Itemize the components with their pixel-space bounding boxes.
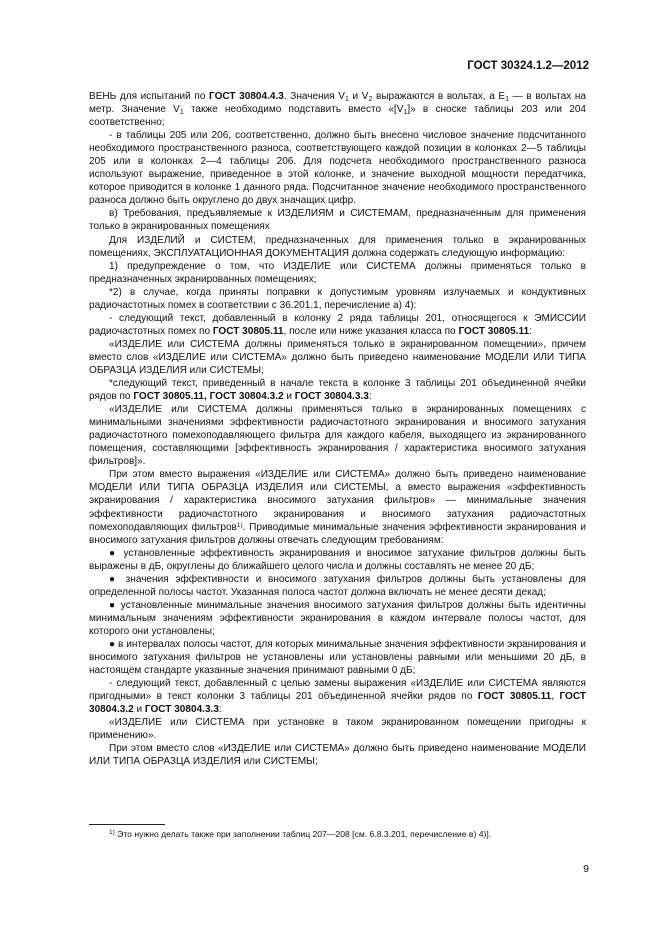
paragraph xyxy=(89,90,586,129)
subscript: 1 xyxy=(505,96,510,103)
text-run: , xyxy=(551,691,560,703)
paragraph xyxy=(89,638,586,677)
text-run: — в вольтах на метр. Значение V xyxy=(89,91,586,116)
bold-reference: ГОСТ 30804.3.3 xyxy=(294,391,369,403)
footnote-marker: 1) xyxy=(109,829,115,836)
subscript: 1 xyxy=(179,109,184,117)
text-run: ● установленные эффективность экранирования и вносимое затухание фильтров должны быть выражены в дБ, округлены до ближайшего целого числа и должны составлять не менее 20 дБ; xyxy=(89,547,586,572)
text-run: ]» в сноске таблицы 203 или 204 соответственно; xyxy=(89,104,586,129)
text-run: *2) в случае, когда приняты поправки к допустимым уровням излучаемых и кондуктивных радиочастотных помех в соответствии с 36.201.1, перечисление а) 4): xyxy=(89,286,586,311)
paragraph xyxy=(89,468,586,546)
text-run: ВЕНЬ для испытаний по xyxy=(89,91,210,102)
bold-reference: ГОСТ 30804.4.3 xyxy=(209,91,284,102)
page-number: 9 xyxy=(583,863,589,875)
footnote-text: Это нужно делать также при заполнении таблиц 207—208 [см. 6.8.3.201, перечисление в) 4)]. xyxy=(114,829,492,839)
paragraph xyxy=(89,338,586,377)
paragraph xyxy=(89,377,586,403)
subscript: 1 xyxy=(403,109,408,117)
paragraph xyxy=(89,742,586,768)
text-run: *следующий текст, приведенный в начале текста в колонке 3 таблицы 201 объединенной ячейки рядов по xyxy=(89,378,586,403)
bold-reference: ГОСТ 30804.3.2 xyxy=(89,691,586,716)
paragraph xyxy=(89,207,586,233)
paragraph xyxy=(89,716,586,742)
text-run: ● в интервалах полосы частот, для которых минимальные значения эффективности экранирования и вносимого затухания фильтров не установлены или установлены равными или меньшими 20 дБ, в настоящем стандарте указанные значения принимают равными 0 дБ; xyxy=(89,638,586,677)
paragraph xyxy=(89,547,586,573)
text-run: и xyxy=(283,391,295,403)
text-run: Для ИЗДЕЛИЙ и СИСТЕМ, предназначенных для применения только в экранированных помещениях, ЭКСПЛУАТАЦИОННАЯ ДОКУМЕНТАЦИЯ должна содержать следующую информацию: xyxy=(89,234,586,259)
text-run: : xyxy=(368,391,372,403)
bold-reference: ГОСТ 30805.11, ГОСТ 30804.3.2 xyxy=(133,391,284,403)
text-run: - следующий текст, добавленный с целью замены выражения «ИЗДЕЛИЕ или СИСТЕМА являются пригодными» в текст колонки 3 таблицы 201 объединенной ячейки рядов по xyxy=(89,678,586,703)
text-run: и xyxy=(133,704,145,716)
text-run: также необходимо подставить вместо «[V xyxy=(183,104,404,116)
footnote-separator xyxy=(89,824,165,825)
paragraph xyxy=(89,403,586,468)
bold-reference: ГОСТ 30805.11 xyxy=(477,691,552,703)
paragraph xyxy=(89,599,586,638)
document-code-header: ГОСТ 30324.1.2—2012 xyxy=(467,60,589,72)
text-run: в) Требования, предъявляемые к ИЗДЕЛИЯМ и СИСТЕМАМ, предназначенным для применения только в экранированных помещениях xyxy=(89,208,586,233)
text-run: При этом вместо слов «ИЗДЕЛИЕ или СИСТЕМА» должно быть приведено наименование МОДЕЛИ ИЛИ ТИПА ОБРАЗЦА ИЗДЕЛИЯ или СИСТЕМЫ; xyxy=(89,743,586,768)
paragraph xyxy=(89,312,586,338)
text-run: . Значения V xyxy=(283,91,345,102)
paragraph xyxy=(89,286,586,312)
text-run: ● значения эффективности и вносимого затухания фильтров должны быть установлены для определенной полосы частот. Указанная полоса частот должна включать не менее десяти декад; xyxy=(89,573,586,598)
bold-reference: ГОСТ 30805.11 xyxy=(212,325,284,337)
text-run: : xyxy=(218,704,222,716)
paragraph xyxy=(89,260,586,286)
paragraph xyxy=(89,677,586,716)
text-run: «ИЗДЕЛИЕ или СИСТЕМА должны применяться только в экранированных помещениях с минимальными значениями эффективности радиочастотного экранирования и вносимого затухания радиочастотного помехоподавляющего фильтра для каждого кабеля, выходящего из экранированного помещения, составляющими [эффективность экранирования / характеристика вносимого затухания фильтров]». xyxy=(89,404,586,468)
footnote xyxy=(89,829,586,840)
text-run: : xyxy=(529,325,532,337)
text-run: «ИЗДЕЛИЕ или СИСТЕМА должны применяться только в экранированном помещении», причем вместо слов «ИЗДЕЛИЕ или СИСТЕМА» должно быть приведено наименование МОДЕЛИ ИЛИ ТИПА ОБРАЗЦА ИЗДЕЛИЯ или СИСТЕМЫ; xyxy=(89,338,586,376)
paragraph xyxy=(89,234,586,260)
text-run: ● установленные минимальные значения вносимого затухания фильтров должны быть идентичны минимальным значениям эффективности экранирования в каждом интервале полосы частот, для которого они установлены; xyxy=(89,599,586,637)
paragraph xyxy=(89,129,586,207)
text-run: - в таблицы 205 или 206, соответственно, должно быть внесено числовое значение подсчитанного необходимого пространственного разноса, соответствующего каждой позиции в колонках 2—5 таблицы 205 или в колонках 2—4 таблицы 206. Для подсчета необходимого пространственного разноса используют выражение, приведенное в этой колонке, и значение выходной мощности передатчика, которое приводится в колонке 1 данного ряда. Подсчитанное значение необходимого пространственного разноса должно быть округлено до двух значащих цифр. xyxy=(89,130,586,207)
text-run: и V xyxy=(348,91,369,102)
footnote-ref: 1) xyxy=(236,521,243,529)
document-body xyxy=(89,90,586,768)
subscript: 1 xyxy=(344,96,349,103)
text-run: - следующий текст, добавленный в колонку 2 ряда таблицы 201, относящегося к ЭМИССИИ радиочастотных помех по xyxy=(89,312,586,337)
bold-reference: ГОСТ 30805.11 xyxy=(458,325,530,337)
text-run: «ИЗДЕЛИЕ или СИСТЕМА при установке в таком экранированном помещении пригодны к применению». xyxy=(89,717,586,742)
subscript: 2 xyxy=(368,96,373,103)
text-run: , после или ниже указания класса по xyxy=(283,325,459,337)
text-run: . Приводимые минимальные значения эффективности экранирования и вносимого затухания фильтров должны отвечать следующим требованиям: xyxy=(89,521,587,546)
text-run: 1) предупреждение о том, что ИЗДЕЛИЕ или СИСТЕМА должны применяться только в предназначенных экранированных помещениях; xyxy=(89,260,586,285)
bold-reference: ГОСТ 30804.3.3 xyxy=(144,704,219,716)
text-run: выражаются в вольтах, а E xyxy=(372,91,506,102)
text-run: При этом вместо выражения «ИЗДЕЛИЕ или СИСТЕМА» должно быть приведено наименование МОДЕЛИ ИЛИ ТИПА ОБРАЗЦА ИЗДЕЛИЯ или СИСТЕМЫ, а вместо выражения «эффективность экранирования / характеристика вносимого затухания фильтров» — минимальные значения эффективности радиочастотного экранирования и вносимого затухания радиочастотных помехоподавляющих фильтров xyxy=(89,469,586,533)
paragraph xyxy=(89,573,586,599)
